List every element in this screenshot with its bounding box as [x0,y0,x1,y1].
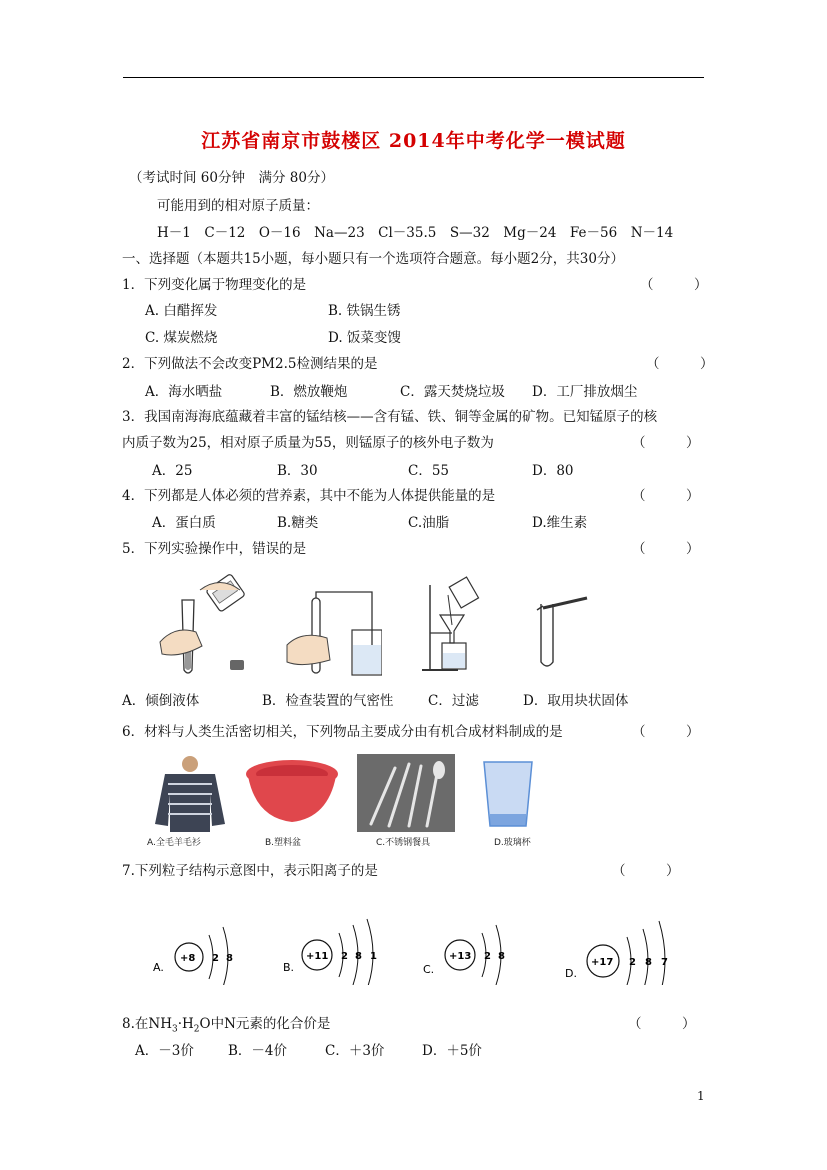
q3-option-b: B．30 [277,463,318,479]
q2-option-a: A．海水晒盐 [145,384,223,400]
answer-blank: （ ） [646,356,714,372]
answer-blank: （ ） [640,277,708,293]
particle-b [283,919,377,985]
answer-blank: （ ） [632,724,700,740]
question-5-stem: 5．下列实验操作中，错误的是 [122,541,307,557]
particle-label: D. [565,967,577,980]
particle-d [565,921,668,985]
q5-option-d: D．取用块状固体 [523,693,629,709]
q1-option-a: A. 白醋挥发 [145,303,218,319]
q8-option-c: C．＋3价 [325,1043,385,1059]
particle-diagrams [145,915,765,985]
shell-electrons: 2 [629,957,636,968]
header-rule [123,77,704,78]
question-1-stem: 1．下列变化属于物理变化的是 [122,277,307,293]
q5-option-a: A．倾倒液体 [122,693,200,709]
particle-label: B. [283,961,295,974]
question-6-stem: 6．材料与人类生活密切相关，下列物品主要成分由有机合成材料制成的是 [122,724,563,740]
shell-electrons: 2 [341,951,348,962]
nucleus-charge: +11 [306,951,329,962]
glass-cup-image [478,758,538,830]
q6-option-d: D.玻璃杯 [494,838,531,848]
exam-info: （考试时间 60分钟 满分 80分） [129,170,334,186]
answer-blank: （ ） [632,541,700,557]
q4-option-b: B.糖类 [277,515,319,531]
answer-blank: （ ） [632,488,700,504]
stainless-cutlery-image [357,754,455,832]
solid-sampling-figure [533,592,593,672]
answer-blank: （ ） [612,863,680,879]
nucleus-charge: +13 [449,951,472,962]
q2-option-b: B．燃放鞭炮 [270,384,348,400]
q1-option-c: C. 煤炭燃烧 [145,330,218,346]
atomic-masses: H－1 C－12 O－16 Na—23 Cl－35.5 S—32 Mg－24 Fe－56 N－14 [157,225,674,241]
q8-option-d: D．＋5价 [422,1043,482,1059]
q3-option-d: D．80 [532,463,574,479]
section-heading: 一、选择题（本题共15小题，每小题只有一个选项符合题意。每小题2分，共30分） [122,251,624,267]
pour-liquid-figure [150,570,250,675]
page-title: 江苏省南京市鼓楼区 2014年中考化学一模试题 [201,130,626,152]
page-number: 1 [697,1089,705,1103]
shell-electrons: 8 [498,951,505,962]
q3-option-a: A．25 [152,463,193,479]
nucleus-charge: +8 [180,953,196,964]
q8-option-a: A．－3价 [135,1043,194,1059]
shell-electrons: 8 [645,957,652,968]
shell-electrons: 2 [212,953,219,964]
q4-option-d: D.维生素 [532,515,588,531]
q6-option-a: A.全毛羊毛衫 [147,838,201,848]
q2-option-c: C．露天焚烧垃圾 [400,384,505,400]
question-4-stem: 4．下列都是人体必须的营养素，其中不能为人体提供能量的是 [122,488,496,504]
particle-c [423,925,505,985]
particle-label: C. [423,963,435,976]
particle-label: A. [153,961,164,974]
atomic-mass-label: 可能用到的相对原子质量： [157,198,319,214]
filtration-figure [418,575,488,675]
q5-option-c: C．过滤 [428,693,479,709]
question-3-stem-2: 内质子数为25，相对原子质量为55，则锰原子的核外电子数为 [122,435,494,451]
shell-electrons: 8 [226,953,233,964]
question-7-stem: 7.下列粒子结构示意图中，表示阳离子的是 [122,863,378,879]
shell-electrons: 7 [661,957,668,968]
nucleus-charge: +17 [591,957,614,968]
shell-electrons: 2 [484,951,491,962]
q6-option-b: B.塑料盆 [265,838,302,848]
q6-option-c: C.不锈钢餐具 [376,838,431,848]
q4-option-c: C.油脂 [408,515,450,531]
shell-electrons: 1 [370,951,377,962]
shell-electrons: 8 [355,951,362,962]
airtight-check-figure [282,590,382,680]
q3-option-c: C．55 [408,463,450,479]
answer-blank: （ ） [628,1016,696,1032]
q8-option-b: B．－4价 [228,1043,288,1059]
q2-option-d: D．工厂排放烟尘 [532,384,638,400]
question-2-stem: 2．下列做法不会改变PM2.5检测结果的是 [122,356,378,372]
plastic-basin-image [242,756,342,830]
question-3-stem-1: 3．我国南海海底蕴藏着丰富的锰结核——含有锰、铁、铜等金属的矿物。已知锰原子的核 [122,409,658,425]
particle-a [153,927,233,985]
wool-sweater-image [150,754,230,832]
q1-option-b: B. 铁锅生锈 [328,303,401,319]
question-8-stem: 8.在$NH_3\cdot H_2O$中N元素的化合价是 [122,1016,331,1035]
q1-option-d: D. 饭菜变馊 [328,330,401,346]
q4-option-a: A．蛋白质 [152,515,216,531]
answer-blank: （ ） [632,435,700,451]
q5-option-b: B．检查装置的气密性 [262,693,394,709]
